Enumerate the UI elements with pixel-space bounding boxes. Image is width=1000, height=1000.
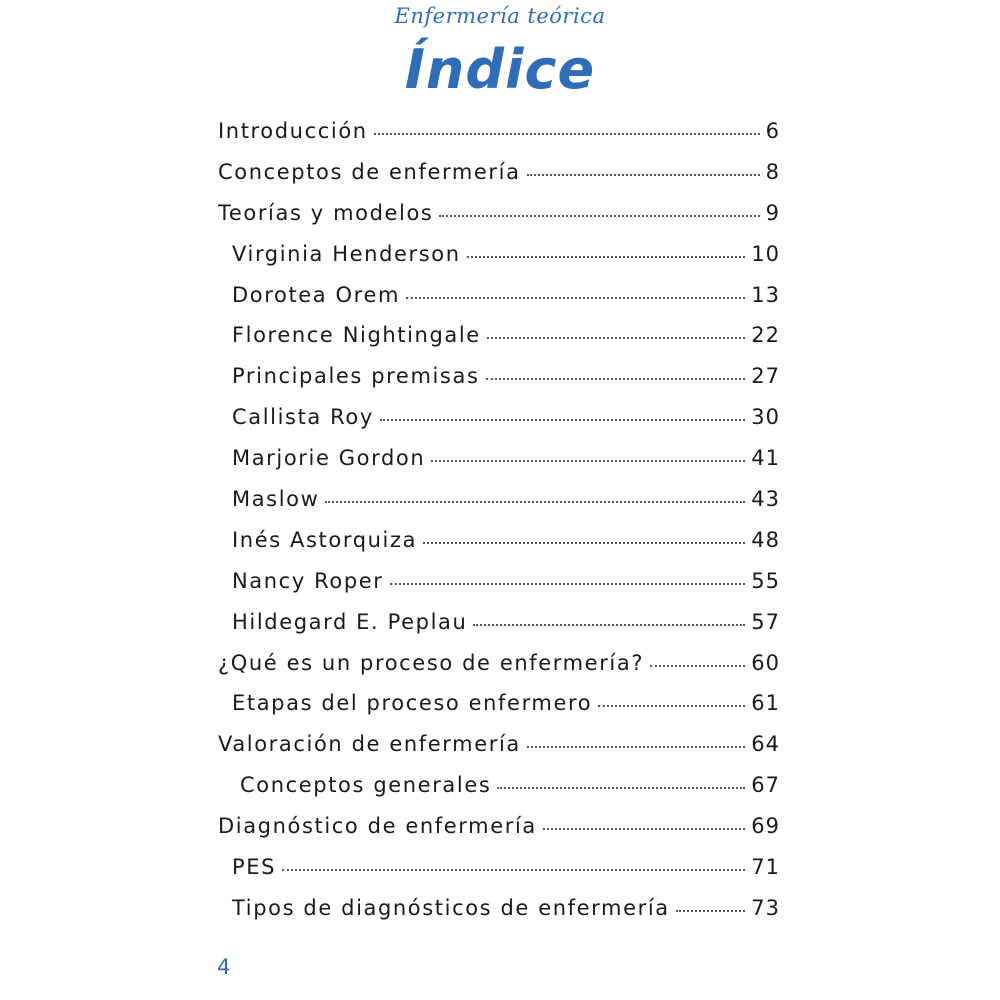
toc-dot-leader [676, 910, 746, 912]
toc-entry-page: 73 [751, 895, 780, 920]
toc-dot-leader [439, 215, 759, 217]
toc-dot-leader [325, 501, 745, 503]
toc-entry-label: Virginia Henderson [232, 241, 461, 266]
toc-entry [218, 561, 780, 602]
toc-entry-page: 6 [765, 119, 780, 143]
toc-entry [218, 275, 780, 316]
toc-entry-page: 13 [751, 282, 780, 307]
toc-dot-leader [423, 542, 745, 544]
toc-entry [218, 806, 780, 847]
toc-entry-label: Conceptos de enfermería [218, 159, 521, 184]
toc-entry-page: 64 [751, 732, 780, 757]
toc-entry-label: PES [232, 855, 277, 880]
toc-dot-leader [543, 828, 745, 830]
toc-entry-page: 43 [751, 487, 780, 512]
toc-entry [218, 193, 780, 234]
toc-entry [218, 397, 780, 438]
toc-entry [218, 643, 780, 684]
toc-entry-label: Conceptos generales [240, 773, 492, 798]
toc-entry [218, 356, 780, 397]
toc-dot-leader [467, 256, 746, 258]
toc-entry-page: 9 [765, 200, 780, 225]
toc-dot-leader [598, 705, 745, 707]
toc-entry-label: Etapas del proceso enfermero [232, 691, 593, 716]
toc-dot-leader [527, 746, 745, 748]
toc-entry-label: Florence Nightingale [232, 323, 481, 348]
toc-entry-page: 71 [751, 855, 780, 880]
toc-entry-page: 8 [765, 159, 780, 184]
toc-entry [218, 315, 780, 356]
toc-entry [218, 888, 780, 929]
table-of-contents [218, 111, 780, 929]
toc-dot-leader [650, 665, 745, 667]
toc-dot-leader [406, 297, 745, 299]
toc-entry-label: Marjorie Gordon [232, 446, 426, 471]
toc-entry-label: Introducción [218, 119, 368, 143]
toc-dot-leader [527, 174, 760, 176]
toc-entry-page: 22 [751, 323, 780, 348]
toc-entry-label: Principales premisas [232, 364, 480, 389]
toc-dot-leader [380, 419, 745, 421]
toc-entry-label: Tipos de diagnósticos de enfermería [232, 895, 670, 920]
toc-entry-label: Callista Roy [232, 405, 374, 430]
toc-entry [218, 111, 780, 152]
toc-entry-page: 69 [751, 814, 780, 839]
toc-entry-page: 48 [751, 527, 780, 552]
toc-dot-leader [486, 378, 746, 380]
toc-dot-leader [497, 787, 745, 789]
page-number: 4 [217, 955, 231, 979]
toc-entry [218, 438, 780, 479]
toc-entry-page: 60 [751, 650, 780, 675]
toc-entry-page: 57 [751, 609, 780, 634]
toc-entry [218, 520, 780, 561]
toc-entry-page: 10 [751, 241, 780, 266]
toc-entry [218, 724, 780, 765]
toc-dot-leader [431, 460, 745, 462]
toc-entry [218, 234, 780, 275]
toc-entry-page: 30 [751, 405, 780, 430]
toc-entry-label: Valoración de enfermería [218, 732, 521, 757]
toc-entry-label: Hildegard E. Peplau [232, 609, 468, 634]
toc-entry-label: Maslow [232, 487, 320, 512]
toc-entry-page: 61 [751, 691, 780, 716]
toc-entry-label: Dorotea Orem [232, 282, 401, 307]
toc-entry-label: ¿Qué es un proceso de enfermería? [218, 650, 645, 675]
toc-entry-page: 55 [751, 568, 780, 593]
toc-entry-label: Nancy Roper [232, 568, 384, 593]
toc-entry-page: 41 [751, 446, 780, 471]
toc-entry [218, 479, 780, 520]
toc-entry [218, 152, 780, 193]
toc-entry [218, 765, 780, 806]
toc-entry [218, 602, 780, 643]
toc-dot-leader [390, 583, 746, 585]
toc-entry [218, 683, 780, 724]
book-subtitle: Enfermería teórica [394, 4, 606, 28]
toc-dot-leader [282, 869, 745, 871]
toc-entry [218, 847, 780, 888]
toc-dot-leader [473, 624, 745, 626]
toc-dot-leader [374, 133, 760, 135]
toc-entry-label: Teorías y modelos [218, 200, 434, 225]
toc-entry-label: Diagnóstico de enfermería [218, 814, 537, 839]
page-title: Índice [404, 38, 596, 101]
toc-entry-label: Inés Astorquiza [232, 527, 418, 552]
toc-entry-page: 27 [751, 364, 780, 389]
toc-dot-leader [487, 337, 745, 339]
toc-entry-page: 67 [751, 773, 780, 798]
